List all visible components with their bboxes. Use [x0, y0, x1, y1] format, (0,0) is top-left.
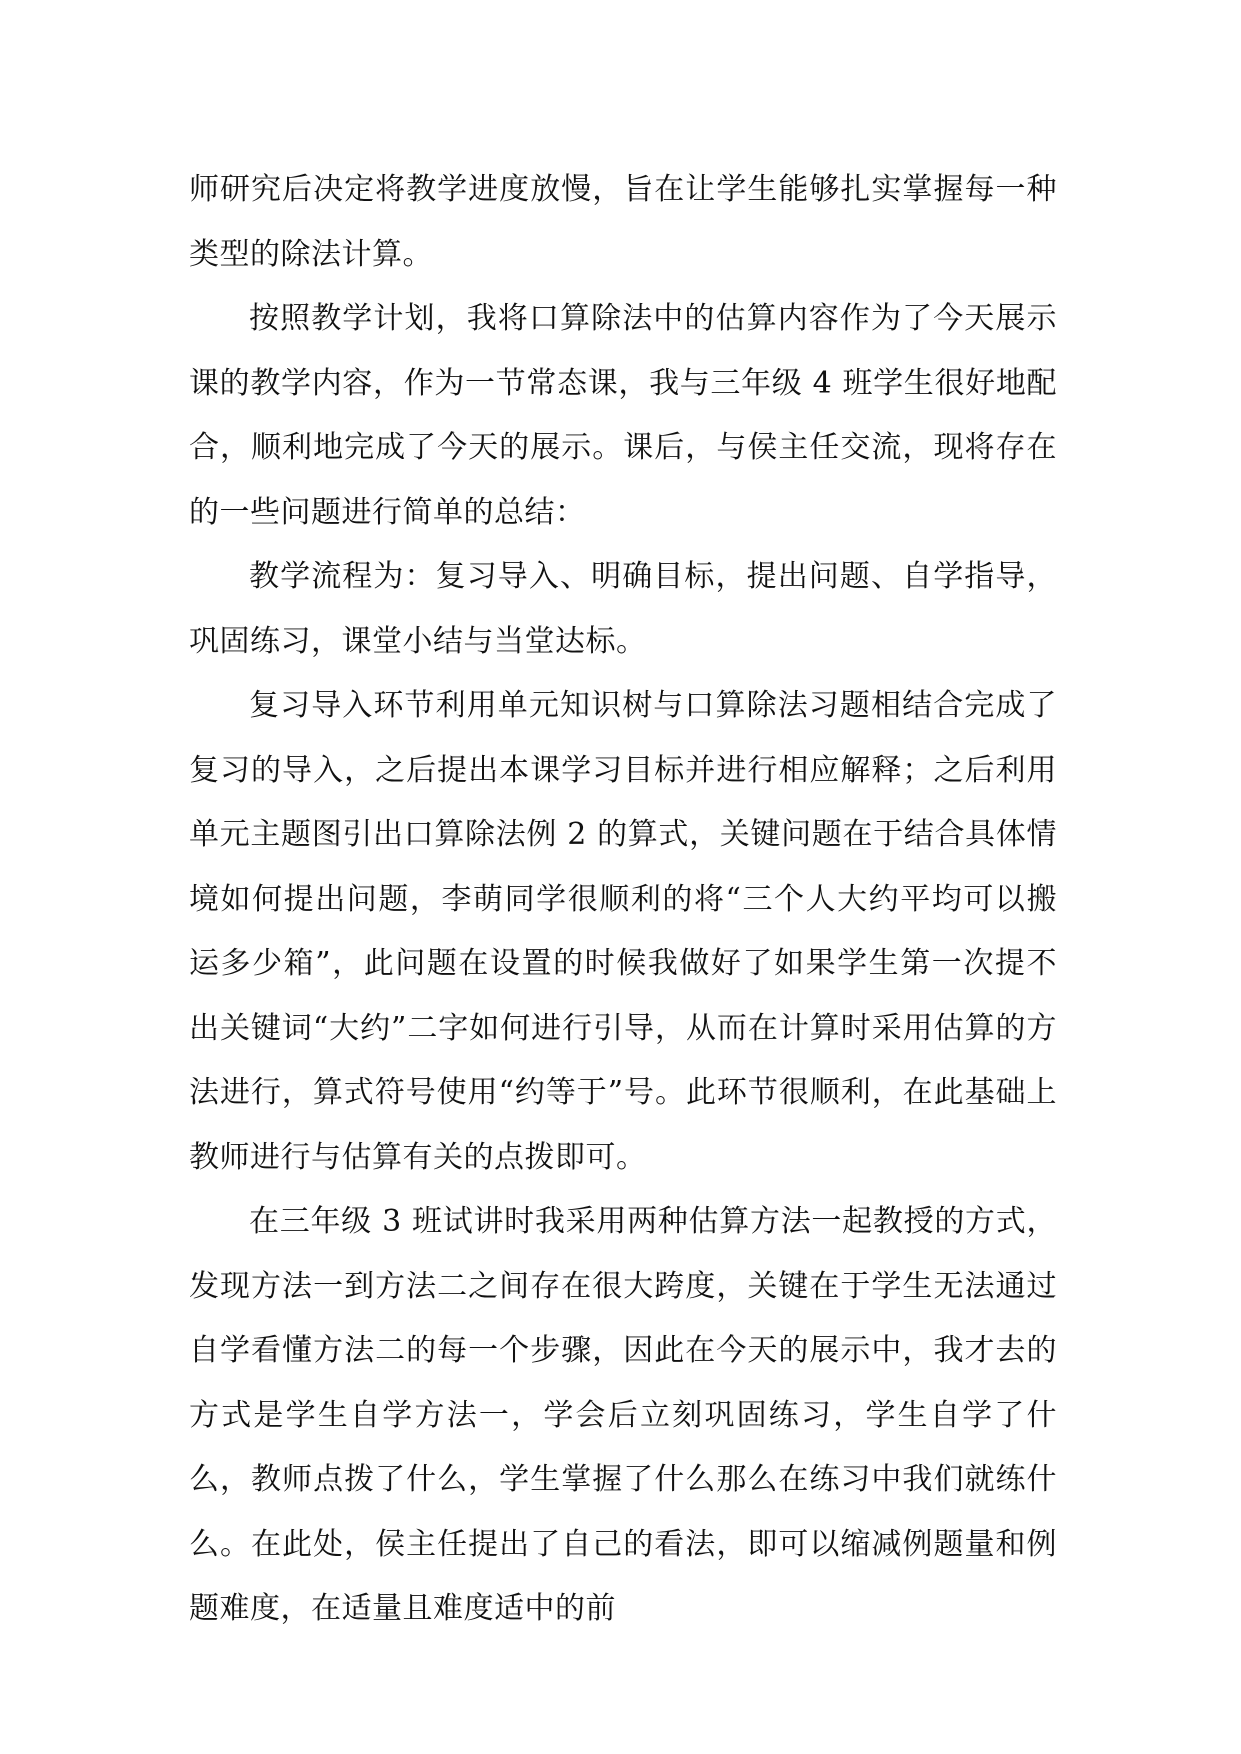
paragraph-3: 教学流程为：复习导入、明确目标，提出问题、自学指导，巩固练习，课堂小结与当堂达标。 [189, 559, 1057, 659]
paragraph-5: 在三年级 3 班试讲时我采用两种估算方法一起教授的方式，发现方法一到方法二之间存在很大跨度，关键在于学生无法通过自学看懂方法二的每一个步骤，因此在今天的展示中，我才去的方式是学生自学方法一，学会后立刻巩固练习，学生自学了什么，教师点拨了什么，学生掌握了什么那么在练习中我们就练什么。在此处，侯主任提出了自己的看法，即可以缩减例题量和例题难度，在适量且难度适中的前 [189, 1204, 1057, 1626]
paragraph-4: 复习导入环节利用单元知识树与口算除法习题相结合完成了复习的导入，之后提出本课学习目标并进行相应解释；之后利用单元主题图引出口算除法例 2 的算式，关键问题在于结合具体情境如何提出问题，李萌同学很顺利的将“三个人大约平均可以搬运多少箱”，此问题在设置的时候我做好了如果学生第一次提不出关键词“大约”二字如何进行引导，从而在计算时采用估算的方法进行，算式符号使用“约等于”号。此环节很顺利，在此基础上教师进行与估算有关的点拨即可。 [189, 688, 1057, 1175]
paragraph-1: 师研究后决定将教学进度放慢，旨在让学生能够扎实掌握每一种类型的除法计算。 [189, 172, 1057, 272]
paragraph-2: 按照教学计划，我将口算除法中的估算内容作为了今天展示课的教学内容，作为一节常态课，我与三年级 4 班学生很好地配合，顺利地完成了今天的展示。课后，与侯主任交流，现将存在的一些问题进行简单的总结： [189, 301, 1057, 530]
document-body [189, 158, 1057, 1642]
